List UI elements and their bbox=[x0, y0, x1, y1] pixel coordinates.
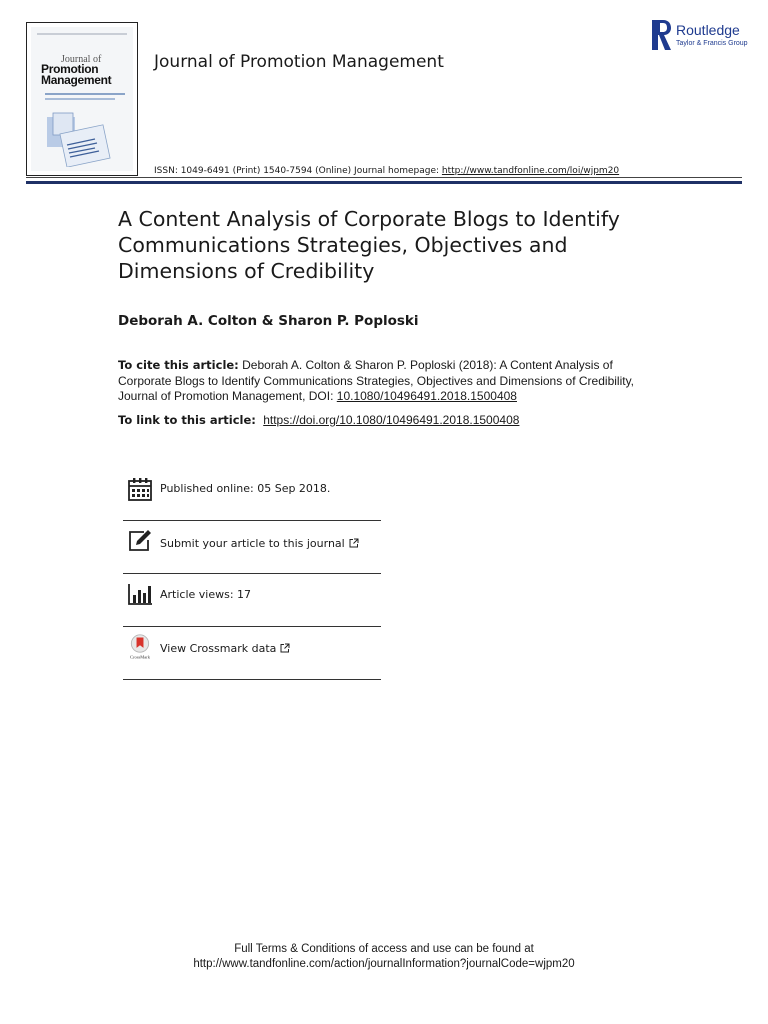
crossmark-caption: CrossMark bbox=[130, 654, 150, 660]
external-link-icon bbox=[280, 643, 290, 653]
calendar-icon bbox=[127, 476, 153, 502]
view-crossmark-link[interactable]: View Crossmark data bbox=[160, 642, 290, 655]
publisher-group: Taylor & Francis Group bbox=[676, 40, 748, 47]
external-link-icon bbox=[349, 538, 359, 548]
issn-text: ISSN: 1049-6491 (Print) 1540-7594 (Online) Journal homepage: bbox=[154, 166, 442, 176]
info-divider bbox=[123, 520, 381, 521]
bar-chart-icon bbox=[127, 581, 153, 607]
cover-small-title: Journal of bbox=[61, 54, 102, 65]
article-views: Article views: 17 bbox=[160, 588, 252, 601]
publisher-name: Routledge bbox=[676, 22, 740, 38]
info-divider bbox=[123, 679, 381, 680]
published-online-row bbox=[123, 474, 381, 526]
doi-link[interactable]: 10.1080/10496491.2018.1500408 bbox=[336, 389, 517, 403]
article-views-row bbox=[123, 580, 381, 632]
footer-terms bbox=[0, 942, 768, 972]
crossmark-icon bbox=[127, 634, 153, 660]
info-divider bbox=[123, 626, 381, 627]
cite-text: Deborah A. Colton & Sharon P. Poploski (2018): A Content Analysis of Corporate Blogs to Identify Communications Strategies, Objectives and Dimensions of Credibility, Journal of Promotion Management, DOI: bbox=[118, 358, 635, 403]
published-date: Published online: 05 Sep 2018. bbox=[160, 482, 331, 495]
article-authors: Deborah A. Colton & Sharon P. Poploski bbox=[118, 313, 419, 329]
info-divider bbox=[123, 573, 381, 574]
footer-terms-url[interactable]: http://www.tandfonline.com/action/journalInformation?journalCode=wjpm20 bbox=[193, 958, 575, 970]
journal-name: Journal of Promotion Management bbox=[154, 52, 444, 72]
routledge-r-icon bbox=[652, 20, 672, 50]
edit-icon bbox=[127, 528, 153, 554]
header-accent-bar bbox=[26, 181, 742, 184]
journal-cover-image bbox=[26, 22, 138, 176]
link-label: To link to this article: bbox=[118, 413, 256, 427]
header-divider bbox=[26, 177, 742, 178]
article-doi-url-link[interactable]: https://doi.org/10.1080/10496491.2018.1500408 bbox=[263, 413, 520, 427]
publisher-logo bbox=[652, 20, 752, 52]
citation bbox=[118, 358, 658, 405]
article-title: A Content Analysis of Corporate Blogs to Identify Communications Strategies, Objectives and Dimensions of Credibility bbox=[118, 207, 620, 283]
submit-article-link[interactable]: Submit your article to this journal bbox=[160, 537, 359, 550]
article-link-line bbox=[118, 413, 519, 427]
journal-homepage-link[interactable]: http://www.tandfonline.com/loi/wjpm20 bbox=[441, 166, 620, 176]
cover-big-title: Promotion Management bbox=[41, 62, 112, 87]
cover-artwork-icon bbox=[45, 111, 115, 167]
footer-terms-text: Full Terms & Conditions of access and use can be found at bbox=[234, 943, 534, 955]
cite-label: To cite this article: bbox=[118, 358, 239, 372]
issn-line bbox=[154, 166, 619, 176]
